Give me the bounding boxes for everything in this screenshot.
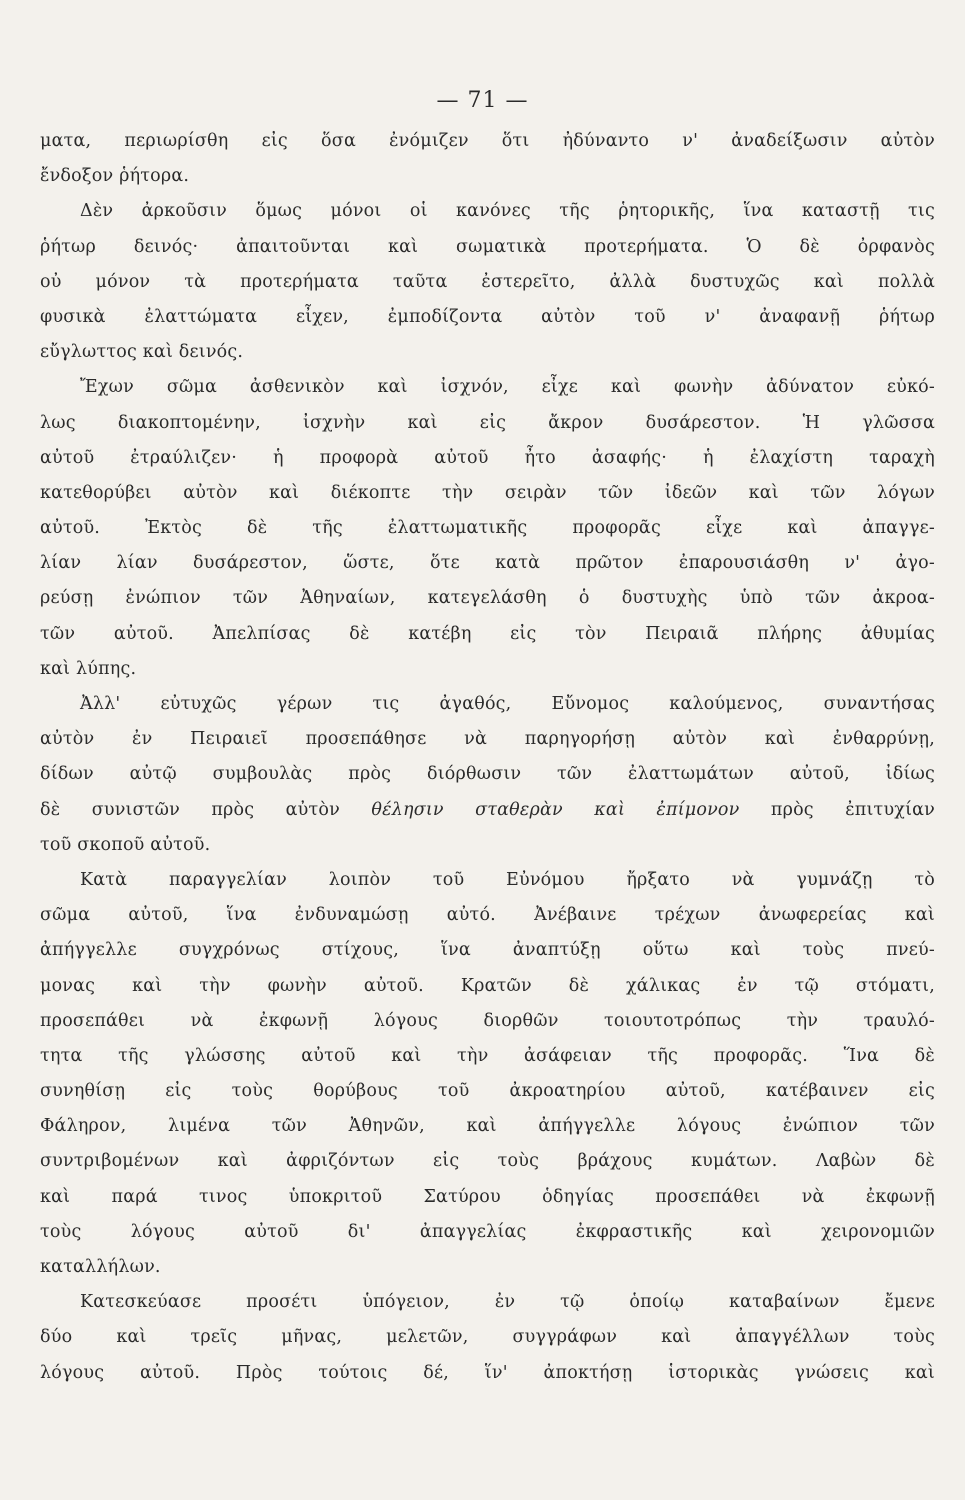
text-line: καταλλήλων.: [40, 1257, 161, 1277]
text-line: αὐτὸν ἐν Πειραιεῖ προσεπάθησε νὰ παρηγορήσῃ αὐτὸν καὶ ἐνθαρρύνῃ,: [40, 729, 935, 750]
text-line: ἀπήγγελλε συγχρόνως στίχους, ἵνα ἀναπτύξῃ οὕτω καὶ τοὺς πνεύ-: [40, 940, 935, 961]
text-line: Δὲν ἀρκοῦσιν ὅμως μόνοι οἱ κανόνες τῆς ῥητορικῆς, ἵνα καταστῇ τις: [80, 201, 935, 222]
text-line: δίδων αὐτῷ συμβουλὰς πρὸς διόρθωσιν τῶν ἐλαττωμάτων αὐτοῦ, ἰδίως: [40, 764, 935, 785]
body-text: [40, 124, 935, 1391]
text-line: Ἀλλ' εὐτυχῶς γέρων τις ἀγαθός, Εὔνομος καλούμενος, συναντήσας: [80, 694, 935, 714]
text-line: Κατὰ παραγγελίαν λοιπὸν τοῦ Εὐνόμου ἤρξατο νὰ γυμνάζῃ τὸ: [80, 869, 935, 890]
text-line: δὲ συνιστῶν πρὸς αὐτὸν θέλησιν σταθερὰν καὶ ἐπίμονον πρὸς ἐπιτυχίαν: [40, 799, 936, 820]
text-line: καὶ λύπης.: [40, 658, 137, 679]
text-line: καὶ παρά τινος ὑποκριτοῦ Σατύρου ὁδηγίας προσεπάθει νὰ ἐκφωνῇ: [40, 1186, 935, 1207]
text-line: Κατεσκεύασε προσέτι ὑπόγειον, ἐν τῷ ὁποίῳ καταβαίνων ἔμενε: [80, 1292, 935, 1313]
text-line: λόγους αὐτοῦ. Πρὸς τούτοις δέ, ἵν' ἀποκτήσῃ ἱστορικὰς γνώσεις καὶ: [40, 1362, 935, 1383]
text-line: τοὺς λόγους αὐτοῦ δι' ἀπαγγελίας ἐκφραστικῆς καὶ χειρονομιῶν: [40, 1221, 935, 1242]
text-line: φυσικὰ ἐλαττώματα εἶχεν, ἐμποδίζοντα αὐτὸν τοῦ ν' ἀναφανῇ ῥήτωρ: [40, 306, 935, 327]
text-line: ἔνδοξον ῥήτορα.: [40, 166, 190, 187]
text-line: σῶμα αὐτοῦ, ἵνα ἐνδυναμώσῃ αὐτό. Ἀνέβαινε τρέχων ἀνωφερείας καὶ: [40, 905, 935, 926]
text-line: συνηθίσῃ εἰς τοὺς θορύβους τοῦ ἀκροατηρίου αὐτοῦ, κατέβαινεν εἰς: [40, 1081, 935, 1102]
text-line: οὐ μόνον τὰ προτερήματα ταῦτα ἐστερεῖτο, ἀλλὰ δυστυχῶς καὶ πολλὰ: [40, 271, 935, 292]
text-line: τῶν αὐτοῦ. Ἀπελπίσας δὲ κατέβη εἰς τὸν Πειραιᾶ πλήρης ἀθυμίας: [40, 623, 935, 644]
text-line: δύο καὶ τρεῖς μῆνας, μελετῶν, συγγράφων καὶ ἀπαγγέλλων τοὺς: [40, 1327, 935, 1348]
text-line: κατεθορύβει αὐτὸν καὶ διέκοπτε τὴν σειρὰν τῶν ἰδεῶν καὶ τῶν λόγων: [40, 482, 935, 503]
text-line: ματα, περιωρίσθη εἰς ὅσα ἐνόμιζεν ὅτι ἠδύναντο ν' ἀναδείξωσιν αὐτὸν: [40, 131, 935, 151]
text-line: συντριβομένων καὶ ἀφριζόντων εἰς τοὺς βράχους κυμάτων. Λαβὼν δὲ: [40, 1151, 935, 1172]
text-line: τοῦ σκοποῦ αὐτοῦ.: [40, 834, 211, 855]
text-line: λως διακοπτομένην, ἰσχνὴν καὶ εἰς ἄκρον δυσάρεστον. Ἡ γλῶσσα: [40, 412, 935, 433]
text-line: λίαν λίαν δυσάρεστον, ὥστε, ὅτε κατὰ πρῶτον ἐπαρουσιάσθη ν' ἀγο-: [40, 553, 935, 574]
italic-phrase: θέλησιν σταθερὰν καὶ ἐπίμονον: [371, 799, 740, 820]
text-line: τητα τῆς γλώσσης αὐτοῦ καὶ τὴν ἀσάφειαν τῆς προφορᾶς. Ἵνα δὲ: [40, 1045, 935, 1066]
text-line: αὐτοῦ. Ἐκτὸς δὲ τῆς ἐλαττωματικῆς προφορᾶς εἶχε καὶ ἀπαγγε-: [40, 518, 935, 539]
text-line: προσεπάθει νὰ ἐκφωνῇ λόγους διορθῶν τοιουτοτρόπως τὴν τραυλό-: [40, 1010, 935, 1031]
text-line: μονας καὶ τὴν φωνὴν αὐτοῦ. Κρατῶν δὲ χάλικας ἐν τῷ στόματι,: [40, 975, 935, 996]
page-number: — 71 —: [436, 88, 529, 113]
text-line: ρεύσῃ ἐνώπιον τῶν Ἀθηναίων, κατεγελάσθη ὁ δυστυχὴς ὑπὸ τῶν ἀκροα-: [40, 588, 935, 609]
text-line: εὔγλωττος καὶ δεινός.: [40, 342, 244, 363]
text-line: Ἔχων σῶμα ἀσθενικὸν καὶ ἰσχνόν, εἶχε καὶ φωνὴν ἀδύνατον εὐκό-: [80, 377, 935, 398]
text-line: Φάληρον, λιμένα τῶν Ἀθηνῶν, καὶ ἀπήγγελλε λόγους ἐνώπιον τῶν: [40, 1116, 935, 1137]
text-line: ῥήτωρ δεινός· ἀπαιτοῦνται καὶ σωματικὰ προτερήματα. Ὁ δὲ ὀρφανὸς: [40, 236, 935, 257]
text-line: αὐτοῦ ἐτραύλιζεν· ἡ προφορὰ αὐτοῦ ἦτο ἀσαφής· ἡ ἐλαχίστη ταραχὴ: [40, 447, 935, 468]
